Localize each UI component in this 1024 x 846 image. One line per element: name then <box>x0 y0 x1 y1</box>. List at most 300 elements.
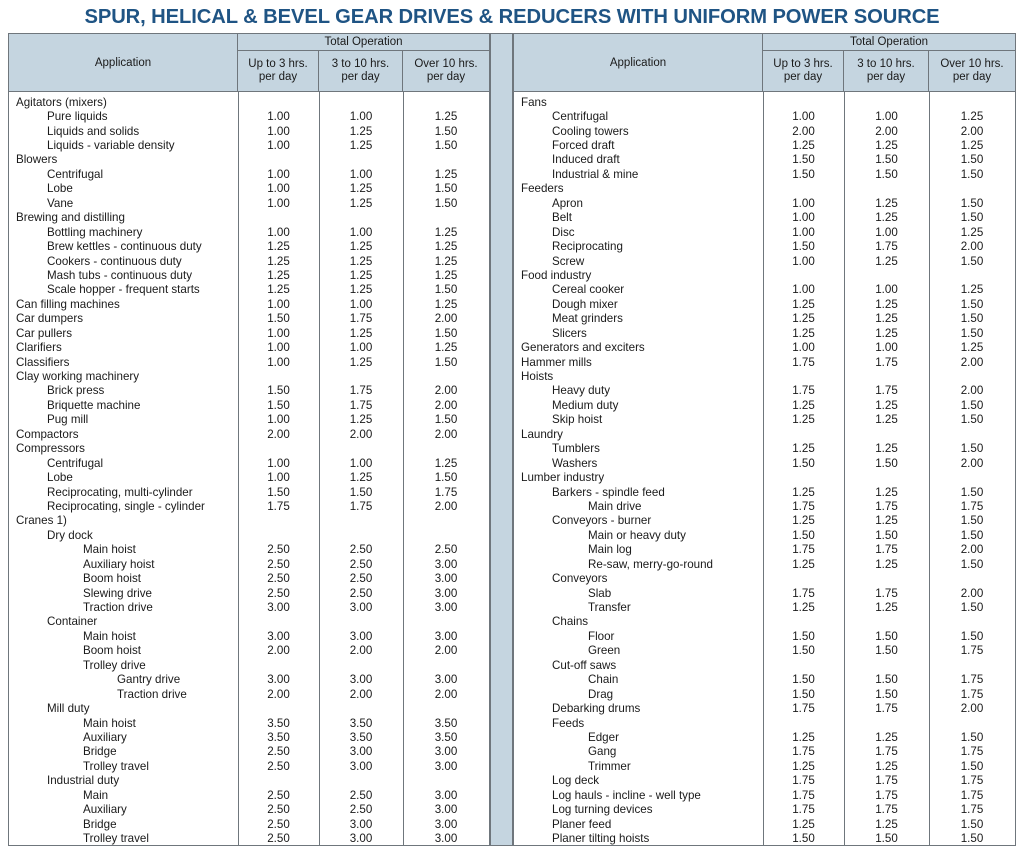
row-value-cell: 1.00 <box>267 341 290 355</box>
row-value-cell: 1.25 <box>792 557 815 571</box>
table-row <box>9 788 489 802</box>
row-value-cell: 1.25 <box>792 398 815 412</box>
row-value-cell: 3.50 <box>349 730 373 744</box>
row-application-label: Industrial & mine <box>552 167 639 181</box>
row-value-cell: 1.25 <box>434 456 458 470</box>
row-application-label: Bridge <box>83 817 117 831</box>
table-row <box>9 109 489 123</box>
row-value-cell: 1.25 <box>349 182 373 196</box>
row-application-label: Dry dock <box>47 528 93 542</box>
row-value-cell: 1.50 <box>792 629 815 643</box>
row-value-cell: 1.50 <box>960 254 984 268</box>
row-application-label: Log hauls - incline - well type <box>552 788 701 802</box>
row-application-label: Chains <box>552 615 589 629</box>
row-application-label: Centrifugal <box>47 456 104 470</box>
row-application-label: Centrifugal <box>47 167 104 181</box>
center-gutter <box>490 33 513 846</box>
row-application-label: Cooling towers <box>552 124 629 138</box>
table-row <box>9 442 489 456</box>
table-row <box>9 470 489 484</box>
left-header-col2-line2: per day <box>341 71 380 83</box>
table-row <box>9 167 489 181</box>
row-application-label: Industrial duty <box>47 774 120 788</box>
table-row <box>514 398 1015 412</box>
row-value-cell: 3.00 <box>349 745 373 759</box>
table-row <box>514 283 1015 297</box>
table-row <box>514 673 1015 687</box>
row-value-cell: 1.00 <box>792 110 815 124</box>
row-application-label: Main hoist <box>83 543 136 557</box>
row-value-cell: 1.50 <box>875 673 898 687</box>
row-value-cell: 1.75 <box>875 788 898 802</box>
row-value-cell: 1.25 <box>792 297 815 311</box>
row-application-label: Edger <box>588 730 619 744</box>
table-row <box>514 745 1015 759</box>
table-row <box>514 687 1015 701</box>
table-row <box>9 629 489 643</box>
row-value-cell: 1.00 <box>875 341 898 355</box>
row-value-cell: 1.50 <box>960 153 984 167</box>
table-row <box>9 211 489 225</box>
row-application-label: Brewing and distilling <box>16 211 125 225</box>
row-value-cell: 1.00 <box>349 456 373 470</box>
row-application-label: Scale hopper - frequent starts <box>47 283 200 297</box>
row-value-cell: 1.50 <box>792 832 815 845</box>
table-row <box>514 831 1015 845</box>
row-value-cell: 3.00 <box>434 788 458 802</box>
row-value-cell: 1.25 <box>792 759 815 773</box>
table-row <box>514 557 1015 571</box>
table-row <box>9 817 489 831</box>
row-application-label: Briquette machine <box>47 398 141 412</box>
row-value-cell: 1.50 <box>960 398 984 412</box>
row-application-label: Liquids - variable density <box>47 139 175 153</box>
row-application-label: Induced draft <box>552 153 620 167</box>
row-value-cell: 1.75 <box>792 586 815 600</box>
row-application-label: Floor <box>588 629 615 643</box>
row-value-cell: 1.25 <box>792 413 815 427</box>
row-application-label: Debarking drums <box>552 702 641 716</box>
right-header-total-operation: Total Operation <box>763 34 1015 51</box>
row-value-cell: 1.25 <box>875 730 898 744</box>
table-row <box>9 124 489 138</box>
row-value-cell: 1.25 <box>875 326 898 340</box>
row-application-label: Brick press <box>47 384 105 398</box>
table-row <box>9 196 489 210</box>
row-value-cell: 1.00 <box>267 182 290 196</box>
row-application-label: Food industry <box>521 268 592 282</box>
left-table-panel <box>8 33 490 846</box>
row-application-label: Main log <box>588 543 632 557</box>
right-header-col-3-to-10hrs <box>844 51 929 91</box>
row-value-cell: 1.25 <box>875 759 898 773</box>
row-value-cell: 3.00 <box>434 586 458 600</box>
left-header-col-over-10hrs <box>403 51 489 91</box>
row-application-label: Car dumpers <box>16 312 84 326</box>
row-application-label: Barkers - spindle feed <box>552 485 665 499</box>
row-value-cell: 1.25 <box>349 413 373 427</box>
row-value-cell: 1.25 <box>349 240 373 254</box>
row-application-label: Feeds <box>552 716 585 730</box>
row-value-cell: 1.25 <box>960 283 984 297</box>
table-row <box>514 658 1015 672</box>
table-row <box>514 254 1015 268</box>
row-value-cell: 2.50 <box>267 557 290 571</box>
row-value-cell: 1.00 <box>267 456 290 470</box>
table-row <box>514 153 1015 167</box>
table-row <box>514 196 1015 210</box>
row-value-cell: 1.50 <box>434 182 458 196</box>
row-value-cell: 1.50 <box>960 326 984 340</box>
table-row <box>514 312 1015 326</box>
row-value-cell: 3.00 <box>267 629 290 643</box>
left-header-col2-line1: 3 to 10 hrs. <box>331 57 390 70</box>
row-application-label: Pug mill <box>47 413 89 427</box>
table-row <box>514 788 1015 802</box>
table-row <box>514 600 1015 614</box>
table-row <box>9 543 489 557</box>
table-row <box>514 297 1015 311</box>
row-value-cell: 1.50 <box>960 485 984 499</box>
row-value-cell: 1.00 <box>792 211 815 225</box>
row-value-cell: 1.00 <box>875 283 898 297</box>
row-value-cell: 2.00 <box>434 427 458 441</box>
row-application-label: Can filling machines <box>16 297 120 311</box>
row-value-cell: 1.25 <box>434 254 458 268</box>
row-value-cell: 1.00 <box>267 139 290 153</box>
row-value-cell: 1.25 <box>434 240 458 254</box>
row-value-cell: 2.00 <box>875 124 898 138</box>
row-application-label: Agitators (mixers) <box>16 95 107 109</box>
table-row <box>514 571 1015 585</box>
row-value-cell: 1.00 <box>792 225 815 239</box>
row-value-cell: 2.50 <box>349 586 373 600</box>
row-application-label: Generators and exciters <box>521 341 645 355</box>
row-application-label: Planer feed <box>552 817 612 831</box>
row-value-cell: 1.75 <box>960 788 984 802</box>
row-application-label: Auxiliary <box>83 803 127 817</box>
row-application-label: Traction drive <box>117 687 187 701</box>
row-value-cell: 1.75 <box>349 312 373 326</box>
left-row-list <box>9 92 489 845</box>
left-header-col-up-to-3hrs <box>238 51 319 91</box>
row-value-cell: 3.50 <box>434 716 458 730</box>
row-application-label: Planer tilting hoists <box>552 832 650 845</box>
row-value-cell: 1.75 <box>960 803 984 817</box>
table-row <box>9 398 489 412</box>
row-value-cell: 1.25 <box>349 139 373 153</box>
row-application-label: Screw <box>552 254 585 268</box>
row-value-cell: 1.75 <box>792 803 815 817</box>
row-value-cell: 2.50 <box>267 745 290 759</box>
row-application-label: Hoists <box>521 370 554 384</box>
row-application-label: Boom hoist <box>83 644 141 658</box>
table-row <box>514 326 1015 340</box>
row-application-label: Centrifugal <box>552 110 609 124</box>
row-application-label: Fans <box>521 95 547 109</box>
row-value-cell: 1.00 <box>267 110 290 124</box>
row-value-cell: 1.00 <box>267 167 290 181</box>
row-value-cell: 1.50 <box>792 673 815 687</box>
table-row <box>514 730 1015 744</box>
right-header-col-up-to-3hrs <box>763 51 844 91</box>
row-value-cell: 1.25 <box>434 225 458 239</box>
left-header-total-operation: Total Operation <box>238 34 489 51</box>
right-table-panel <box>513 33 1016 846</box>
table-row <box>9 571 489 585</box>
row-value-cell: 1.25 <box>267 254 290 268</box>
row-value-cell: 1.25 <box>792 442 815 456</box>
row-value-cell: 1.50 <box>267 384 290 398</box>
row-application-label: Cut-off saws <box>552 658 617 672</box>
row-application-label: Cookers - continuous duty <box>47 254 182 268</box>
row-application-label: Vane <box>47 196 74 210</box>
row-application-label: Car pullers <box>16 326 73 340</box>
row-application-label: Compressors <box>16 442 85 456</box>
row-value-cell: 1.50 <box>875 644 898 658</box>
row-value-cell: 1.00 <box>267 471 290 485</box>
table-row <box>9 557 489 571</box>
row-application-label: Slewing drive <box>83 586 152 600</box>
row-value-cell: 2.50 <box>349 803 373 817</box>
row-value-cell: 1.00 <box>349 297 373 311</box>
row-value-cell: 1.50 <box>875 687 898 701</box>
row-value-cell: 1.25 <box>875 312 898 326</box>
row-value-cell: 1.50 <box>792 153 815 167</box>
row-application-label: Auxiliary <box>83 730 127 744</box>
table-row <box>514 701 1015 715</box>
row-application-label: Cranes 1) <box>16 514 67 528</box>
row-value-cell: 1.50 <box>434 283 458 297</box>
row-value-cell: 3.00 <box>434 601 458 615</box>
row-value-cell: 1.75 <box>349 384 373 398</box>
row-value-cell: 2.00 <box>960 124 984 138</box>
row-value-cell: 3.00 <box>434 557 458 571</box>
row-value-cell: 1.50 <box>875 167 898 181</box>
row-application-label: Meat grinders <box>552 312 623 326</box>
row-application-label: Clarifiers <box>16 341 62 355</box>
row-value-cell: 3.00 <box>434 803 458 817</box>
table-row <box>514 528 1015 542</box>
page-title: SPUR, HELICAL & BEVEL GEAR DRIVES & REDUCERS WITH UNIFORM POWER SOURCE <box>84 5 940 28</box>
row-value-cell: 1.00 <box>267 355 290 369</box>
right-table-body <box>514 92 1015 845</box>
row-value-cell: 1.75 <box>875 774 898 788</box>
row-application-label: Boom hoist <box>83 572 141 586</box>
table-row <box>9 326 489 340</box>
row-value-cell: 2.50 <box>267 572 290 586</box>
row-value-cell: 1.25 <box>875 254 898 268</box>
table-row <box>9 312 489 326</box>
row-value-cell: 1.25 <box>349 471 373 485</box>
row-value-cell: 3.00 <box>267 601 290 615</box>
row-value-cell: 2.00 <box>267 644 290 658</box>
row-value-cell: 2.50 <box>267 817 290 831</box>
row-value-cell: 1.75 <box>960 644 984 658</box>
row-value-cell: 1.25 <box>792 326 815 340</box>
table-row <box>514 644 1015 658</box>
right-header-col3-line1: Over 10 hrs. <box>940 57 1004 70</box>
row-value-cell: 2.00 <box>349 427 373 441</box>
row-value-cell: 2.50 <box>267 543 290 557</box>
table-row <box>9 456 489 470</box>
row-value-cell: 1.25 <box>875 485 898 499</box>
row-value-cell: 1.25 <box>434 297 458 311</box>
table-row <box>514 514 1015 528</box>
row-application-label: Liquids and solids <box>47 124 140 138</box>
row-value-cell: 2.00 <box>267 427 290 441</box>
row-value-cell: 2.00 <box>434 687 458 701</box>
row-value-cell: 1.75 <box>875 586 898 600</box>
row-application-label: Cereal cooker <box>552 283 625 297</box>
row-value-cell: 1.50 <box>792 167 815 181</box>
row-value-cell: 1.50 <box>434 413 458 427</box>
row-value-cell: 3.00 <box>349 832 373 845</box>
table-row <box>9 182 489 196</box>
right-header-application: Application <box>514 34 763 91</box>
row-value-cell: 1.00 <box>875 225 898 239</box>
row-value-cell: 1.50 <box>434 196 458 210</box>
table-row <box>9 745 489 759</box>
row-value-cell: 1.50 <box>960 196 984 210</box>
row-value-cell: 1.00 <box>792 341 815 355</box>
row-value-cell: 1.75 <box>792 499 815 513</box>
row-value-cell: 2.50 <box>434 543 458 557</box>
row-application-label: Trimmer <box>588 759 631 773</box>
table-row <box>9 644 489 658</box>
table-row <box>514 384 1015 398</box>
row-application-label: Lobe <box>47 182 73 196</box>
table-row <box>514 268 1015 282</box>
row-value-cell: 1.75 <box>349 499 373 513</box>
table-row <box>9 268 489 282</box>
row-value-cell: 1.25 <box>875 211 898 225</box>
row-application-label: Lobe <box>47 471 73 485</box>
row-value-cell: 1.75 <box>792 355 815 369</box>
row-application-label: Brew kettles - continuous duty <box>47 240 202 254</box>
row-value-cell: 1.00 <box>267 196 290 210</box>
row-value-cell: 1.50 <box>960 312 984 326</box>
row-value-cell: 1.75 <box>434 485 458 499</box>
row-value-cell: 2.50 <box>267 803 290 817</box>
row-application-label: Skip hoist <box>552 413 603 427</box>
row-value-cell: 1.25 <box>792 601 815 615</box>
left-table-header <box>9 34 489 92</box>
table-row <box>9 153 489 167</box>
table-row <box>9 831 489 845</box>
row-application-label: Lumber industry <box>521 471 605 485</box>
row-value-cell: 1.75 <box>349 398 373 412</box>
row-value-cell: 1.50 <box>792 528 815 542</box>
row-application-label: Tumblers <box>552 442 600 456</box>
row-application-label: Mill duty <box>47 702 90 716</box>
row-value-cell: 3.00 <box>434 759 458 773</box>
row-application-label: Bottling machinery <box>47 225 143 239</box>
row-value-cell: 1.00 <box>792 196 815 210</box>
row-value-cell: 2.50 <box>267 586 290 600</box>
table-row <box>514 167 1015 181</box>
row-value-cell: 1.75 <box>875 355 898 369</box>
row-application-label: Feeders <box>521 182 564 196</box>
row-application-label: Compactors <box>16 427 79 441</box>
table-row <box>9 774 489 788</box>
row-value-cell: 1.25 <box>875 297 898 311</box>
left-header-application: Application <box>9 34 238 91</box>
row-value-cell: 1.25 <box>434 110 458 124</box>
service-factor-table <box>8 33 1016 846</box>
row-value-cell: 1.75 <box>792 745 815 759</box>
row-application-label: Hammer mills <box>521 355 592 369</box>
left-header-col1-line1: Up to 3 hrs. <box>248 57 308 70</box>
table-row <box>514 95 1015 109</box>
row-value-cell: 1.50 <box>434 124 458 138</box>
row-application-label: Forced draft <box>552 139 615 153</box>
right-header-col2-line2: per day <box>866 71 906 83</box>
table-row <box>514 369 1015 383</box>
table-row <box>514 629 1015 643</box>
row-value-cell: 1.25 <box>349 355 373 369</box>
row-value-cell: 3.00 <box>434 745 458 759</box>
table-row <box>514 470 1015 484</box>
table-row <box>514 109 1015 123</box>
row-value-cell: 1.25 <box>960 225 984 239</box>
row-application-label: Conveyors <box>552 572 608 586</box>
row-value-cell: 2.00 <box>960 702 984 716</box>
row-value-cell: 3.50 <box>434 730 458 744</box>
row-value-cell: 1.25 <box>349 326 373 340</box>
row-value-cell: 1.00 <box>349 167 373 181</box>
row-application-label: Drag <box>588 687 614 701</box>
table-row <box>514 239 1015 253</box>
row-value-cell: 1.25 <box>349 283 373 297</box>
row-value-cell: 1.25 <box>792 312 815 326</box>
right-header-col1-line2: per day <box>783 71 823 83</box>
row-value-cell: 3.00 <box>349 673 373 687</box>
table-row <box>9 427 489 441</box>
row-value-cell: 1.50 <box>960 817 984 831</box>
row-value-cell: 1.50 <box>960 601 984 615</box>
row-application-label: Trolley travel <box>83 832 149 845</box>
row-value-cell: 1.00 <box>349 110 373 124</box>
row-value-cell: 1.50 <box>792 456 815 470</box>
row-value-cell: 1.25 <box>875 557 898 571</box>
row-value-cell: 1.25 <box>875 196 898 210</box>
row-value-cell: 1.75 <box>792 774 815 788</box>
row-value-cell: 1.25 <box>875 398 898 412</box>
row-value-cell: 2.00 <box>434 499 458 513</box>
table-row <box>514 182 1015 196</box>
row-value-cell: 1.50 <box>960 297 984 311</box>
left-header-col1-line2: per day <box>258 71 298 83</box>
right-row-list <box>514 92 1015 845</box>
row-application-label: Transfer <box>588 601 631 615</box>
row-value-cell: 1.75 <box>875 803 898 817</box>
row-application-label: Chain <box>588 673 619 687</box>
table-row <box>9 413 489 427</box>
row-value-cell: 1.00 <box>267 297 290 311</box>
row-value-cell: 1.75 <box>792 702 815 716</box>
row-value-cell: 1.50 <box>792 687 815 701</box>
row-application-label: Slab <box>588 586 612 600</box>
table-row <box>9 239 489 253</box>
row-value-cell: 2.50 <box>349 557 373 571</box>
row-value-cell: 2.00 <box>960 355 984 369</box>
row-value-cell: 1.25 <box>267 268 290 282</box>
table-row <box>9 384 489 398</box>
row-value-cell: 1.50 <box>960 167 984 181</box>
row-value-cell: 1.50 <box>875 153 898 167</box>
table-row <box>514 774 1015 788</box>
